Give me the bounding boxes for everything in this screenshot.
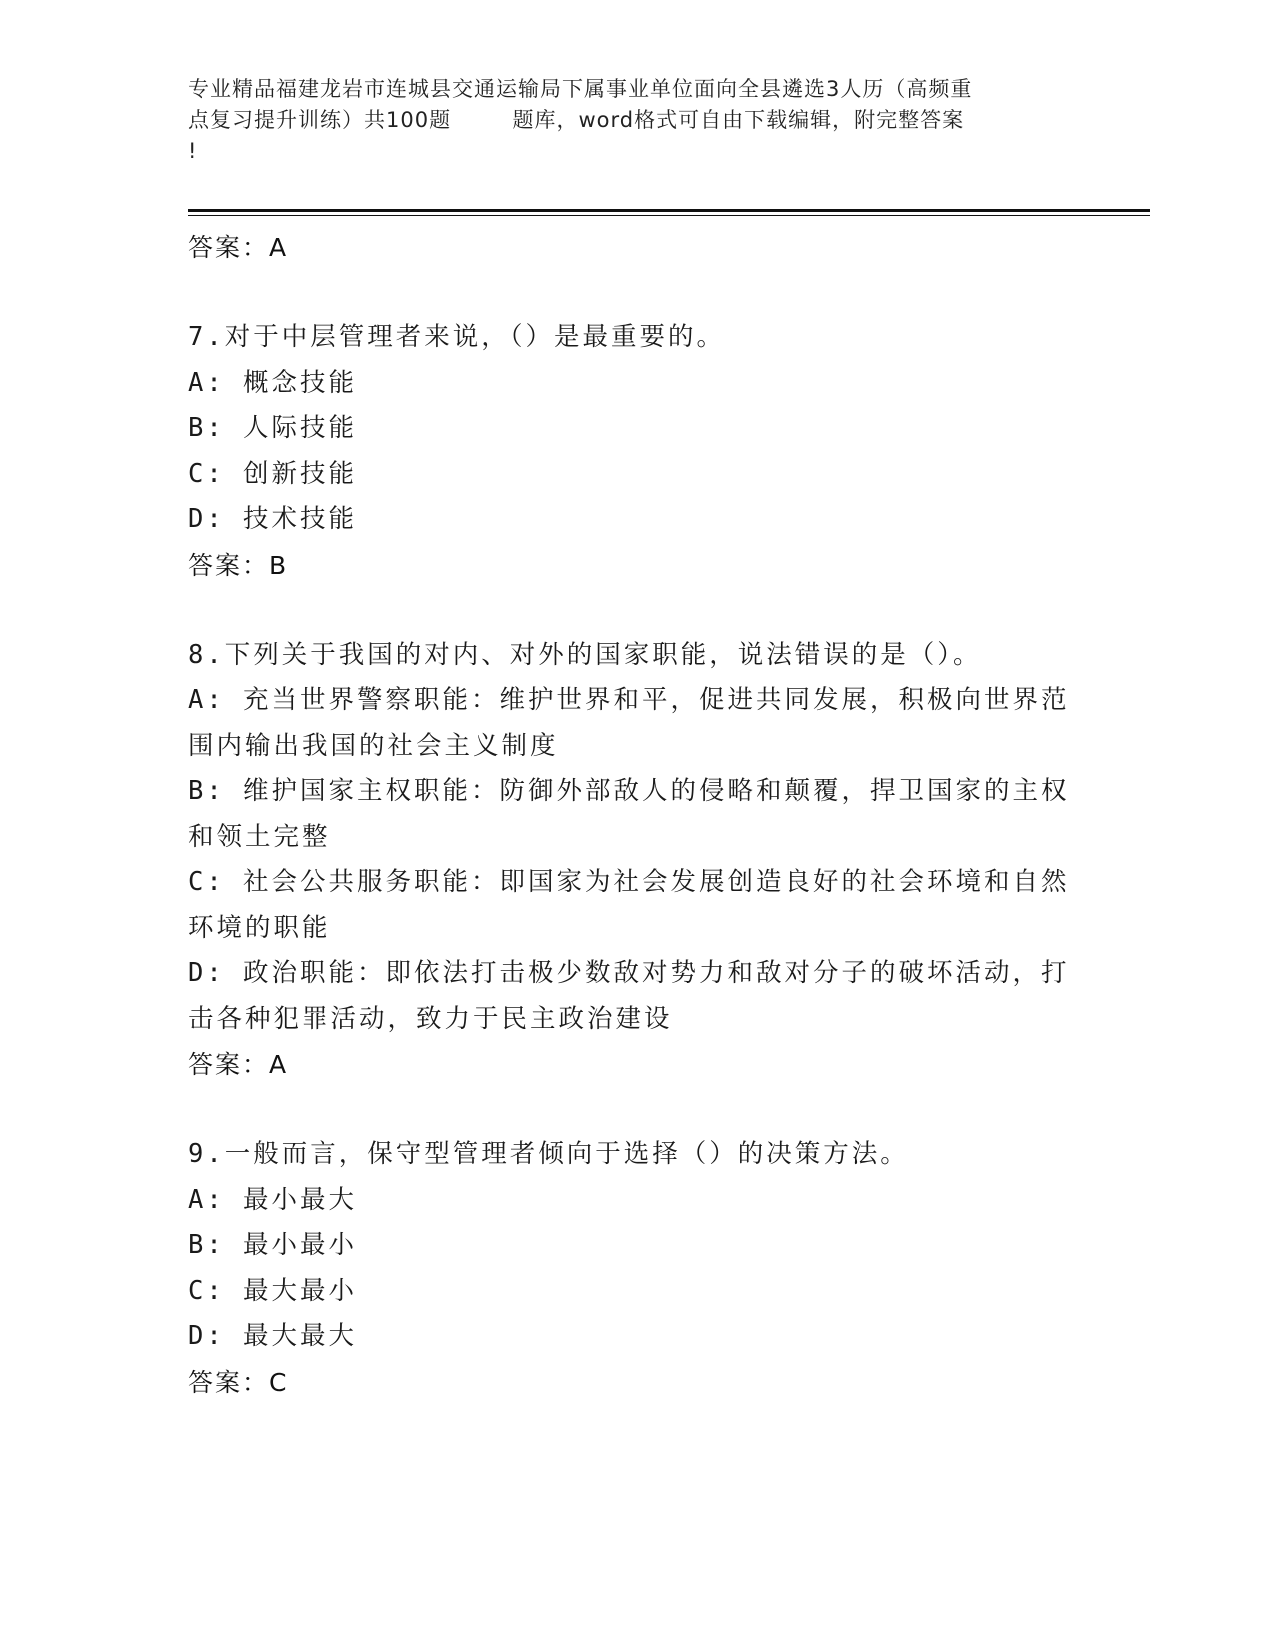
header-line-2: 点复习提升训练）共100题 题库，word格式可自由下载编辑，附完整答案 <box>188 108 965 132</box>
option-b-line-2: 和领土完整 <box>188 821 331 852</box>
question-stem: 7.对于中层管理者来说，（）是最重要的。 <box>188 322 725 352</box>
option-c-line-2: 环境的职能 <box>188 912 331 943</box>
option-c: C: 最大最小 <box>188 1275 358 1306</box>
header-line-1: 专业精品福建龙岩市连城县交通运输局下属事业单位面向全县遴选3人历（高频重 <box>188 77 973 101</box>
answer: 答案：A <box>188 1050 289 1079</box>
option-c: C: 创新技能 <box>188 458 358 489</box>
question-list <box>188 225 1088 1406</box>
option-b-line-1: B: 维护国家主权职能：防御外部敌人的侵略和颠覆，捍卫国家的主权 <box>188 776 1070 806</box>
option-a-line-1: A: 充当世界警察职能：维护世界和平，促进共同发展，积极向世界范 <box>188 685 1070 715</box>
spacer <box>188 271 1088 315</box>
question-7 <box>188 315 1088 589</box>
option-a: A: 最小最大 <box>188 1184 358 1215</box>
spacer <box>188 1088 1088 1132</box>
question-8 <box>188 633 1088 1089</box>
option-d-line-2: 击各种犯罪活动，致力于民主政治建设 <box>188 1003 673 1034</box>
document-header <box>188 74 1088 167</box>
option-b: B: 最小最小 <box>188 1230 358 1260</box>
question-9 <box>188 1132 1088 1406</box>
option-b: B: 人际技能 <box>188 413 358 443</box>
option-a: A: 概念技能 <box>188 367 358 398</box>
option-d: D: 技术技能 <box>188 504 358 534</box>
question-stem: 8.下列关于我国的对内、对外的国家职能，说法错误的是（）。 <box>188 639 982 670</box>
option-a-line-2: 围内输出我国的社会主义制度 <box>188 730 559 761</box>
option-c-line-1: C: 社会公共服务职能：即国家为社会发展创造良好的社会环境和自然 <box>188 867 1070 897</box>
option-d: D: 最大最大 <box>188 1321 358 1351</box>
header-divider-thin <box>188 215 1150 216</box>
header-line-3: ! <box>188 139 198 163</box>
header-divider-thick <box>188 209 1150 212</box>
answer: 答案：C <box>188 1367 289 1397</box>
answer: 答案：B <box>188 550 289 580</box>
question-stem: 9.一般而言，保守型管理者倾向于选择（）的决策方法。 <box>188 1139 909 1169</box>
spacer <box>188 589 1088 633</box>
option-d-line-1: D: 政治职能：即依法打击极少数敌对势力和敌对分子的破坏活动，打 <box>188 958 1070 988</box>
answer-q6: 答案：A <box>188 233 289 262</box>
